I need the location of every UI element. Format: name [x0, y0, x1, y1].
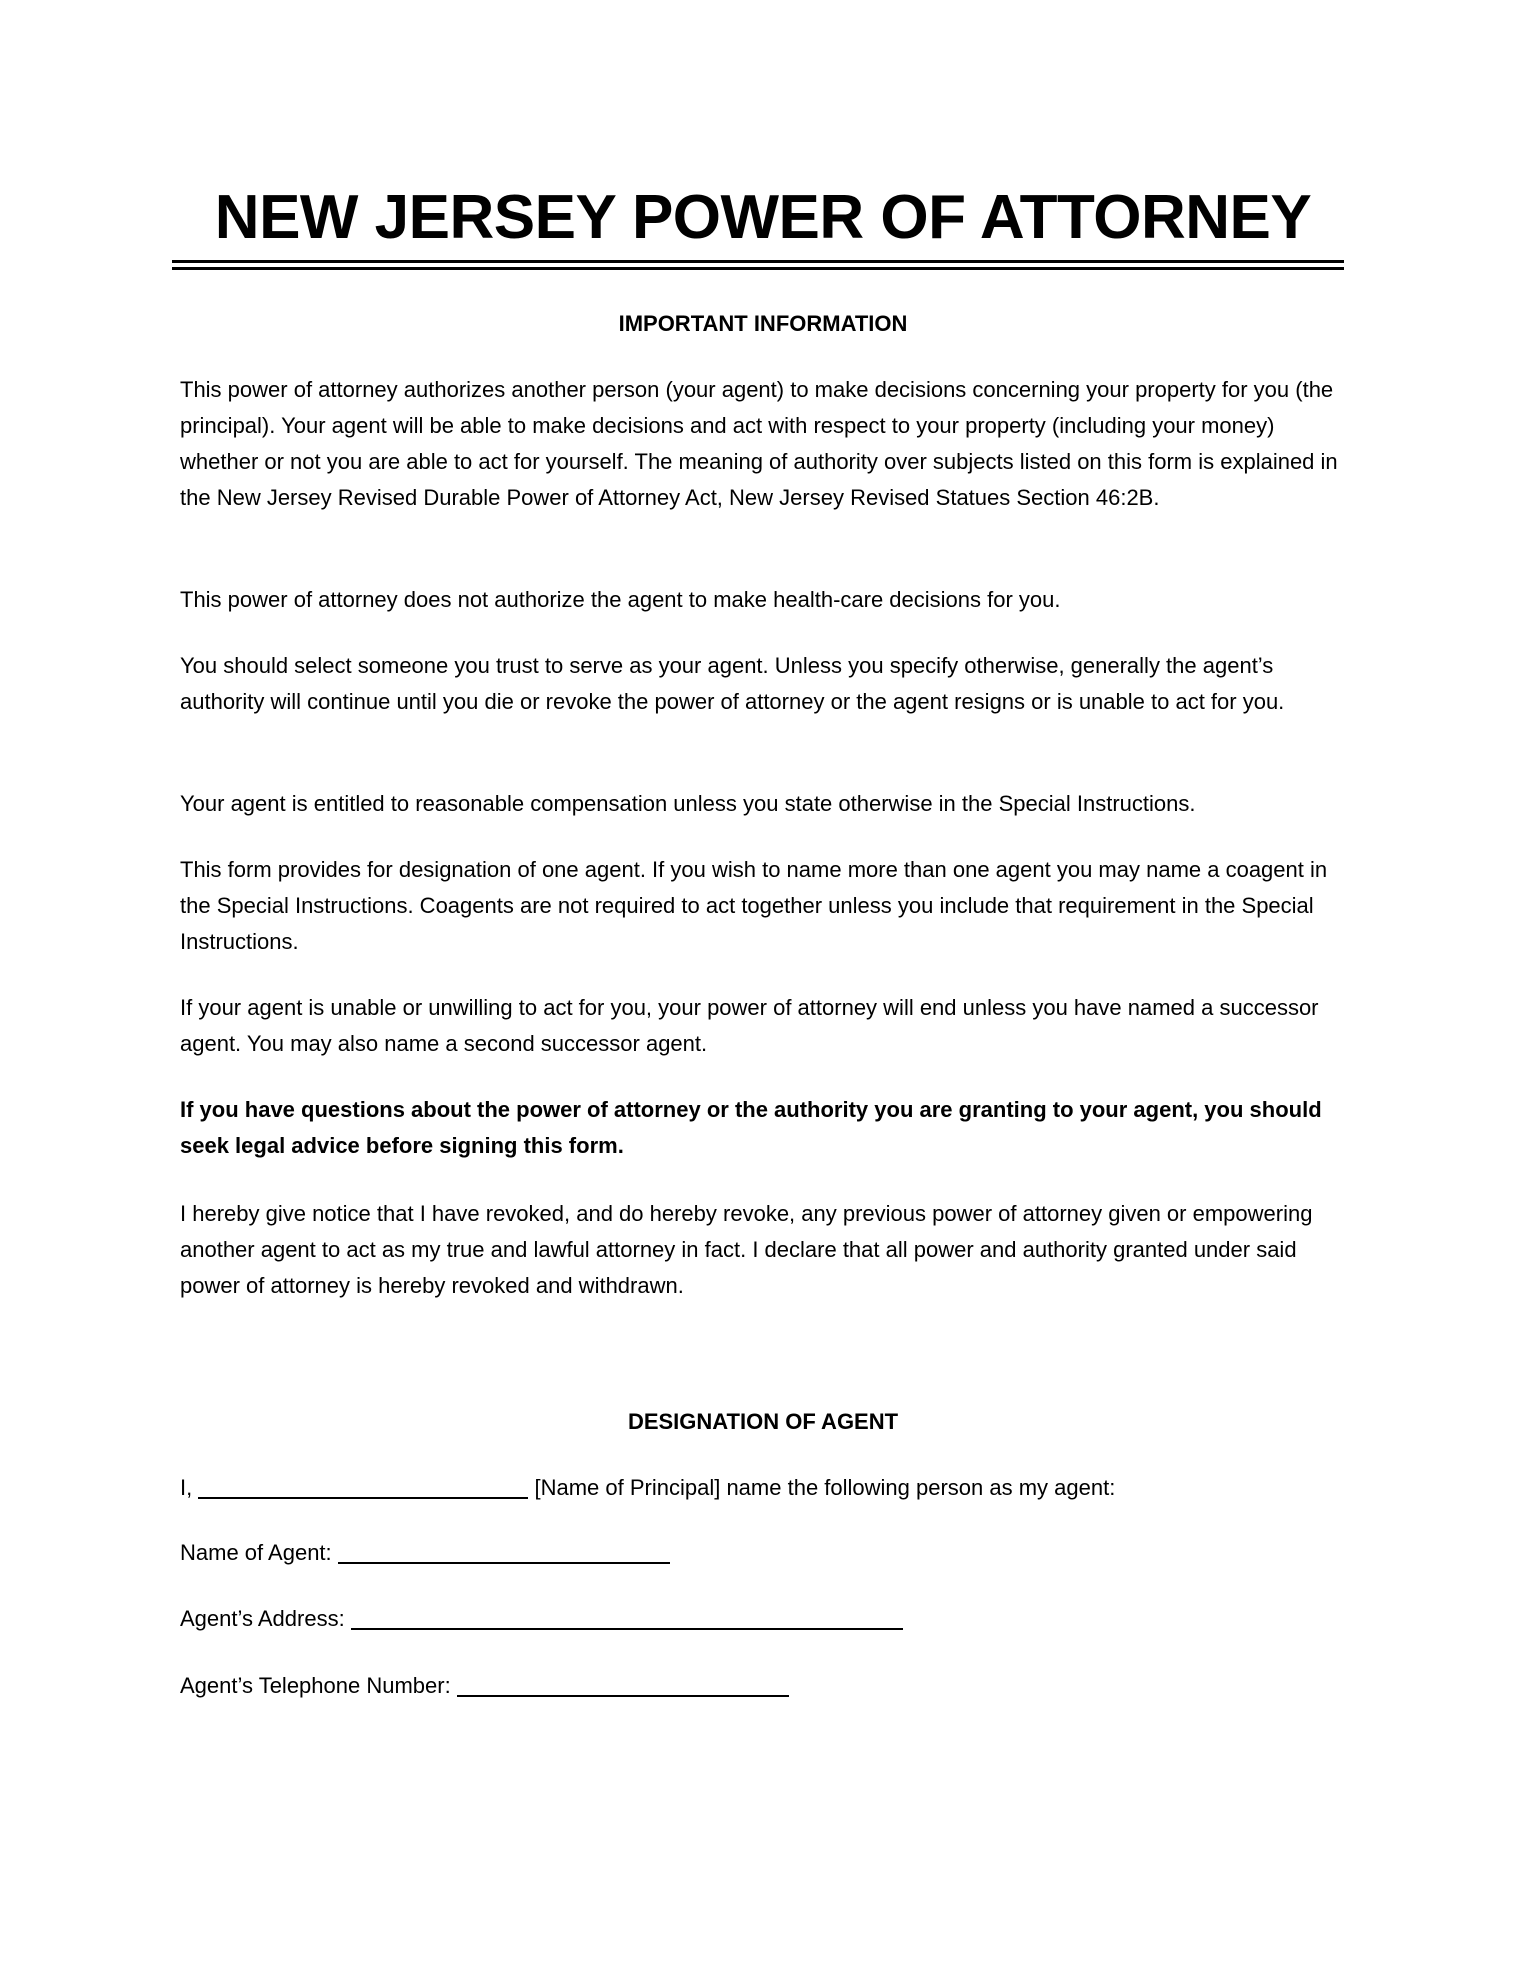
- title-double-rule: [172, 260, 1344, 270]
- principal-prefix: I,: [180, 1475, 193, 1500]
- agent-name-line: [180, 1539, 670, 1567]
- paragraph-compensation: Your agent is entitled to reasonable compensation unless you state otherwise in the Special Instructions.: [180, 791, 1196, 816]
- paragraph-select-agent: You should select someone you trust to serve as your agent. Unless you specify otherwise, generally the agent’s authority will continue until you die or revoke the power of attorney or the agent resigns or is unable to act for you.: [180, 653, 1285, 714]
- agent-name-field[interactable]: [338, 1542, 670, 1564]
- principal-suffix: [Name of Principal] name the following person as my agent:: [534, 1475, 1116, 1500]
- paragraph-legal-advice: If you have questions about the power of attorney or the authority you are granting to your agent, you should seek legal advice before signing this form.: [180, 1097, 1322, 1158]
- paragraph-revocation: I hereby give notice that I have revoked, and do hereby revoke, any previous power of attorney given or empowering another agent to act as my true and lawful attorney in fact. I declare that all power and authority granted under said power of attorney is hereby revoked and withdrawn.: [180, 1201, 1313, 1298]
- agent-name-label: Name of Agent:: [180, 1540, 332, 1565]
- agent-address-line: [180, 1605, 903, 1633]
- agent-address-label: Agent’s Address:: [180, 1606, 345, 1631]
- designation-of-agent-heading: DESIGNATION OF AGENT: [627, 1409, 899, 1434]
- agent-phone-line: [180, 1672, 789, 1700]
- document-title: NEW JERSEY POWER OF ATTORNEY: [214, 183, 1312, 252]
- paragraph-successor-agent: If your agent is unable or unwilling to act for you, your power of attorney will end unless you have named a successor agent. You may also name a second successor agent.: [180, 995, 1319, 1056]
- important-information-heading: IMPORTANT INFORMATION: [618, 311, 908, 336]
- principal-name-line: [180, 1474, 1115, 1502]
- agent-phone-label: Agent’s Telephone Number:: [180, 1673, 451, 1698]
- paragraph-authorization: This power of attorney authorizes another person (your agent) to make decisions concerning your property for you (the principal). Your agent will be able to make decisions and act with respect to your property (including your money) whether or not you are able to act for yourself. The meaning of authority over subjects listed on this form is explained in the New Jersey Revised Durable Power of Attorney Act, New Jersey Revised Statues Section 46:2B.: [180, 377, 1338, 510]
- paragraph-coagent: This form provides for designation of one agent. If you wish to name more than one agent you may name a coagent in the Special Instructions. Coagents are not required to act together unless you include that requirement in the Special Instructions.: [180, 857, 1328, 954]
- agent-phone-field[interactable]: [457, 1675, 789, 1697]
- principal-name-field[interactable]: [198, 1477, 528, 1499]
- agent-address-field[interactable]: [351, 1608, 903, 1630]
- paragraph-health-care: This power of attorney does not authorize the agent to make health-care decisions for you.: [180, 587, 1061, 612]
